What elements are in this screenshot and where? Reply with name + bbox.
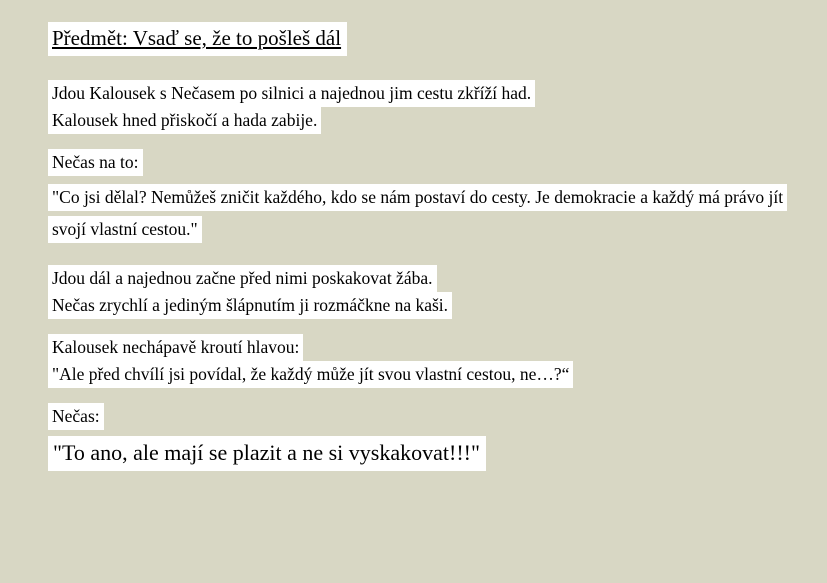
paragraph-3-line-1 [48,267,787,288]
paragraph-3-line-2-text: Nečas zrychlí a jediným šlápnutím ji rozmáčkne na kaši. [48,292,452,319]
paragraph-3-line-1-text: Jdou dál a najednou začne před nimi poskakovat žába. [48,265,437,292]
punchline [48,439,787,465]
paragraph-5-line-1 [48,405,787,426]
paragraph-1-line-2-text: Kalousek hned přiskočí a hada zabije. [48,107,321,134]
document-title-text: Předmět: Vsaď se, že to pošleš dál [48,22,347,56]
paragraph-4-line-1 [48,336,787,357]
paragraph-2-line-2-text: "Co jsi dělal? Nemůžeš zničit každého, kdo se nám postaví do cesty. Je demokracie a každý má právo jít svojí vlastní cestou." [48,184,787,243]
paragraph-4-line-1-text: Kalousek nechápavě kroutí hlavou: [48,334,303,361]
paragraph-2-line-1-text: Nečas na to: [48,149,143,176]
paragraph-1-line-2 [48,112,787,130]
punchline-text: "To ano, ale mají se plazit a ne si vyskakovat!!!" [48,436,486,471]
paragraph-4-line-2 [48,363,787,384]
paragraph-1-line-1 [48,85,787,103]
paragraph-4-line-2-text: "Ale před chvílí jsi povídal, že každý může jít svou vlastní cestou, ne…?“ [48,361,573,388]
document-title [48,28,787,49]
paragraph-3-line-2 [48,294,787,315]
paragraph-1-line-1-text: Jdou Kalousek s Nečasem po silnici a najednou jim cestu zkříží had. [48,80,535,107]
paragraph-2-line-1 [48,154,787,172]
paragraph-5-line-1-text: Nečas: [48,403,104,430]
paragraph-2-line-2 [48,181,787,246]
